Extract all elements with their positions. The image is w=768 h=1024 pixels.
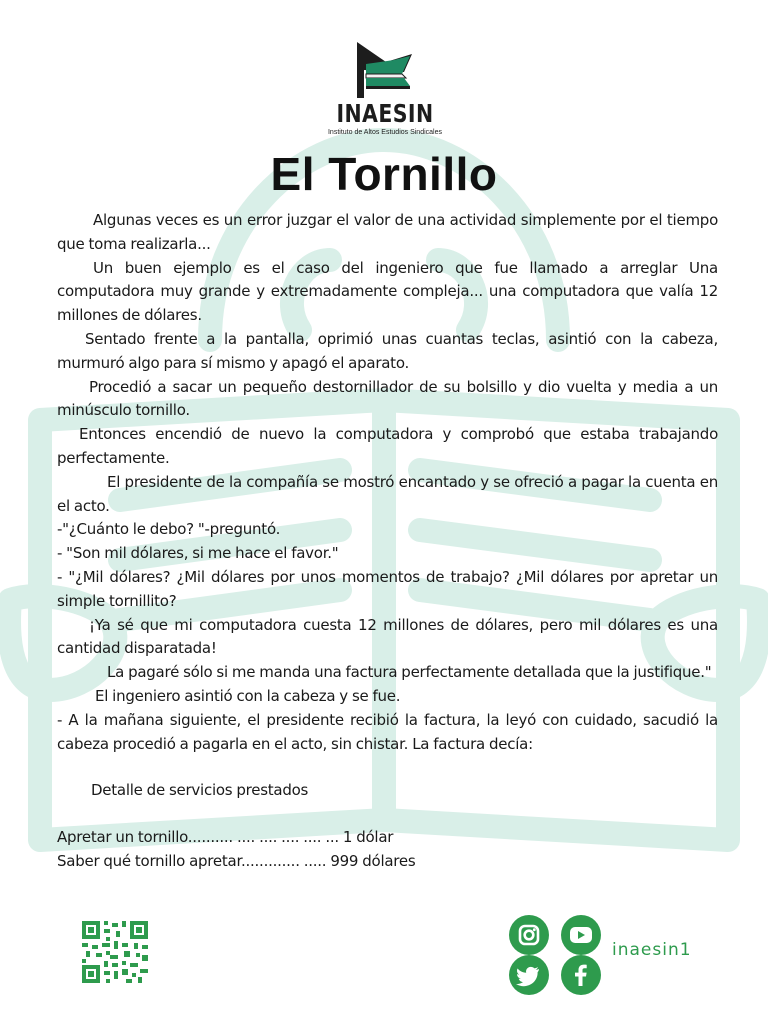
brand-subtitle: Instituto de Altos Estudios Sindicales xyxy=(327,129,442,136)
invoice-line: Saber qué tornillo apretar............. ..... 999 dólares xyxy=(57,851,416,870)
twitter-icon[interactable] xyxy=(509,955,549,995)
page-title: El Tornillo xyxy=(270,148,498,200)
youtube-icon[interactable] xyxy=(561,915,601,955)
qr-code[interactable] xyxy=(82,921,148,983)
flag-book-icon xyxy=(354,40,416,100)
paragraph: Algunas veces es un error juzgar el valor de una actividad simplemente por el tiempo que toma realizarla... xyxy=(57,211,718,253)
social-handle: inaesin1 xyxy=(612,940,692,960)
paragraph: El presidente de la compañía se mostró encantado y se ofreció a pagar la cuenta en el acto. xyxy=(57,472,718,515)
paragraph: Entonces encendió de nuevo la computadora y comprobó que estaba trabajando perfectamente. xyxy=(57,425,718,467)
paragraph: ¡Ya sé que mi computadora cuesta 12 millones de dólares, pero mil dólares es una cantidad disparatada! xyxy=(57,615,718,658)
paragraph: Un buen ejemplo es el caso del ingeniero que fue llamado a arreglar Una computadora muy grande y extremadamente compleja... una computadora que valía 12 millones de dólares. xyxy=(57,258,718,325)
paragraph: - "¿Mil dólares? ¿Mil dólares por unos momentos de trabajo? ¿Mil dólares por apretar un simple tornillito? xyxy=(57,567,718,610)
story-body xyxy=(57,209,718,874)
paragraph: Sentado frente a la pantalla, oprimió unas cuantas teclas, asintió con la cabeza, murmuró algo para sí mismo y apagó el aparato. xyxy=(57,329,718,372)
inaesin-logo xyxy=(315,40,455,145)
paragraph: La pagaré sólo si me manda una factura perfectamente detallada que la justifique." xyxy=(107,663,712,682)
invoice-heading: Detalle de servicios prestados xyxy=(91,781,309,800)
paragraph: - A la mañana siguiente, el presidente recibió la factura, la leyó con cuidado, sacudió la cabeza procedió a pagarla en el acto, sin chistar. La factura decía: xyxy=(57,710,718,753)
paragraph: El ingeniero asintió con la cabeza y se fue. xyxy=(95,686,401,705)
paragraph: Procedió a sacar un pequeño destornillador de su bolsillo y dio vuelta y media a un minúsculo tornillo. xyxy=(57,377,718,420)
brand-name: INAESIN xyxy=(336,99,434,128)
paragraph: - "Son mil dólares, si me hace el favor." xyxy=(57,544,339,563)
paragraph: -"¿Cuánto le debo? "-preguntó. xyxy=(57,520,281,539)
instagram-icon[interactable] xyxy=(509,915,549,955)
facebook-icon[interactable] xyxy=(561,955,601,995)
invoice-line: Apretar un tornillo.......... .... .... .... .... ... 1 dólar xyxy=(57,828,394,847)
